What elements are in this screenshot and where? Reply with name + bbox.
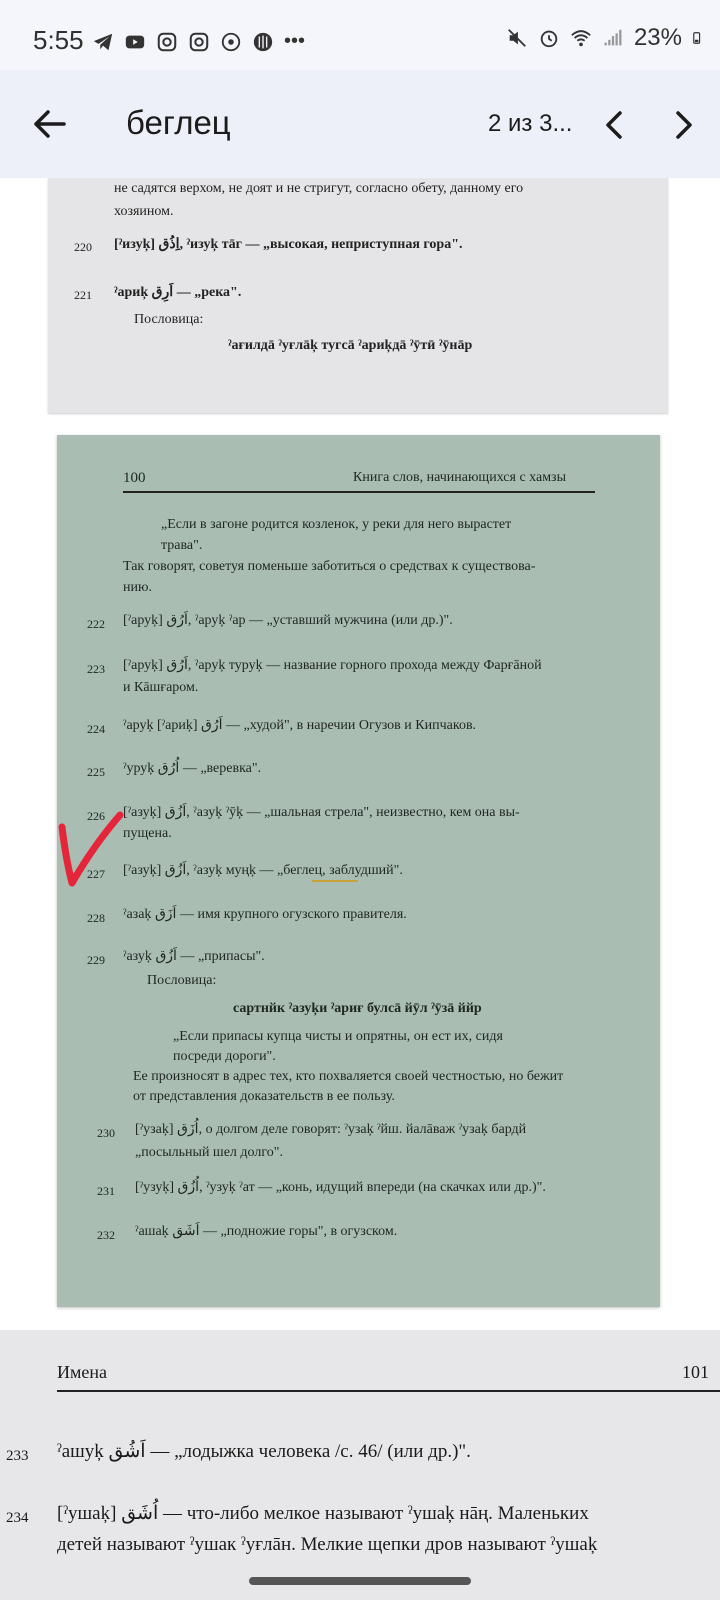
page-header-right: 101 bbox=[682, 1362, 709, 1382]
search-toolbar bbox=[0, 70, 720, 178]
instagram-icon bbox=[156, 31, 178, 53]
entry-text: и Кāшғаром. bbox=[123, 680, 199, 695]
notification-icons bbox=[92, 30, 305, 53]
vpn-icon bbox=[252, 31, 274, 53]
search-query[interactable]: беглец bbox=[126, 104, 231, 141]
entry-text: [ˀазуķ] اَزُق, ˀазуķ ˀӯķ — „шальная стрела", неизвестно, кем она вы- bbox=[123, 805, 520, 820]
entry-text: ˀазуķ اَزُق — „припасы". bbox=[123, 949, 265, 964]
entry-text: [ˀузуķ] اُزُق, ˀузуķ ˀат — „конь, идущий впереди (на скачках или др.)". bbox=[135, 1180, 546, 1195]
header-rule bbox=[57, 1390, 720, 1392]
telegram-icon bbox=[92, 31, 114, 53]
entry-text: ˀашаķ اَشَق — „подножие горы", в огузском. bbox=[135, 1224, 398, 1239]
entry-number: 230 bbox=[97, 1126, 115, 1140]
wifi-call-icon bbox=[220, 31, 242, 53]
page-number: 100 bbox=[123, 470, 146, 486]
proverb-text: сартнйк ˀазуķи ˀариғ булсā йӯл ˀӯзā ййр bbox=[233, 1001, 482, 1016]
text-line: не садятся верхом, не доят и не стригут, согласно обету, данному его bbox=[114, 181, 524, 196]
entry-text-highlighted: [ˀазуķ] اَزُق, ˀазуķ муңķ — „беглец, заблудший". bbox=[123, 863, 403, 878]
entry-text: детей называют ˀушак ˀуғлāн. Мелкие щепки дров называют ˀушаķ bbox=[57, 1534, 598, 1555]
entry-text: „посыльный шел долго". bbox=[135, 1145, 283, 1160]
entry-text: ˀуруķ اُرُق — „веревка". bbox=[123, 761, 262, 776]
entry-number: 221 bbox=[74, 288, 92, 302]
header-rule bbox=[123, 491, 595, 493]
entry-number: 233 bbox=[6, 1448, 29, 1464]
text-line: хозяином. bbox=[114, 204, 174, 219]
back-arrow-icon[interactable] bbox=[30, 104, 70, 144]
entry-text: ˀазаķ اَزَق — имя крупного огузского правителя. bbox=[123, 907, 407, 922]
page-main bbox=[57, 435, 660, 1307]
entry-number: 225 bbox=[87, 765, 105, 779]
entry-text: [ˀаруķ] اَرُق, ˀаруķ туруķ — название горного прохода между Фарғāной bbox=[123, 658, 542, 673]
page-header: Книга слов, начинающихся с хамзы bbox=[353, 470, 566, 485]
comment-line: нию. bbox=[123, 580, 152, 595]
previous-match-icon[interactable] bbox=[598, 107, 628, 143]
gesture-handle[interactable] bbox=[249, 1577, 471, 1585]
youtube-icon bbox=[124, 31, 146, 53]
entry-number: 227 bbox=[87, 867, 105, 881]
page-fragment-top bbox=[48, 178, 668, 413]
entry-number: 222 bbox=[87, 617, 105, 631]
entry-number: 224 bbox=[87, 722, 105, 736]
entry-text: [ˀаруķ] اَرُق, ˀаруķ ˀар — „уставший мужчина (или др.)". bbox=[123, 613, 453, 628]
mute-icon bbox=[506, 27, 528, 49]
entry-text: пущена. bbox=[123, 826, 172, 841]
quote-line: „Если в загоне родится козленок, у реки для него вырастет bbox=[161, 517, 512, 532]
entry-text: [ˀизуķ] اِذُق, ˀизуķ тāг — „высокая, неприступная гора". bbox=[114, 237, 463, 252]
more-icon: ••• bbox=[284, 30, 306, 52]
proverb-label: Пословица: bbox=[134, 312, 204, 327]
comment-line: от представления доказательств в ее пользу. bbox=[133, 1089, 395, 1104]
entry-number: 223 bbox=[87, 662, 105, 676]
entry-text: ˀашуķ اَشُق — „лодыжка человека /с. 46/ (или др.)". bbox=[57, 1441, 471, 1462]
entry-number: 220 bbox=[74, 240, 92, 254]
comment-line: Так говорят, советуя поменьше заботиться о средствах к существова- bbox=[123, 559, 536, 574]
entry-number: 231 bbox=[97, 1184, 115, 1198]
match-counter: 2 из 3... bbox=[488, 110, 573, 137]
checkmark-annotation-icon bbox=[50, 805, 130, 905]
proverb-text: ˀағилдā ˀуғлāķ тугсā ˀариķдā ˀӯтӣ ˀӯнāр bbox=[228, 338, 473, 353]
status-time: 5:55 bbox=[33, 25, 84, 55]
entry-number: 228 bbox=[87, 911, 105, 925]
entry-text: ˀаруķ [ˀариķ] اَرُق — „худой", в наречии Огузов и Кипчаков. bbox=[123, 718, 477, 733]
signal-icon bbox=[602, 27, 624, 49]
proverb-label: Пословица: bbox=[147, 973, 217, 988]
wifi-icon bbox=[570, 27, 592, 49]
status-bar bbox=[0, 0, 720, 70]
entry-number: 234 bbox=[6, 1510, 29, 1526]
battery-percent: 23% bbox=[633, 24, 682, 51]
quote-line: посреди дороги". bbox=[173, 1049, 276, 1064]
next-match-icon[interactable] bbox=[670, 107, 700, 143]
entry-number: 229 bbox=[87, 953, 105, 967]
quote-line: трава". bbox=[161, 538, 203, 553]
quote-line: „Если припасы купца чисты и опрятны, он ест их, сидя bbox=[173, 1029, 503, 1044]
instagram-icon bbox=[188, 31, 210, 53]
entry-text: ˀариķ اَرِق — „река". bbox=[114, 285, 242, 300]
entry-text: [ˀузаķ] اُزَق, о долгом деле говорят: ˀузаķ ˀйш. йалāваж ˀузаķ бардй bbox=[135, 1122, 527, 1137]
page-fragment-bottom bbox=[0, 1330, 720, 1600]
entry-number: 226 bbox=[87, 809, 105, 823]
page-header-left: Имена bbox=[57, 1362, 108, 1382]
alarm-icon bbox=[538, 27, 560, 49]
comment-line: Ее произносят в адрес тех, кто похваляется своей честностью, но бежит bbox=[133, 1069, 564, 1084]
entry-number: 232 bbox=[97, 1228, 115, 1242]
battery-icon bbox=[692, 27, 706, 49]
system-icons bbox=[506, 24, 706, 52]
entry-text: [ˀушаķ] اُشَق — что-либо мелкое называют ˀушаķ нāң. Маленьких bbox=[57, 1503, 589, 1524]
match-underline bbox=[312, 880, 358, 882]
